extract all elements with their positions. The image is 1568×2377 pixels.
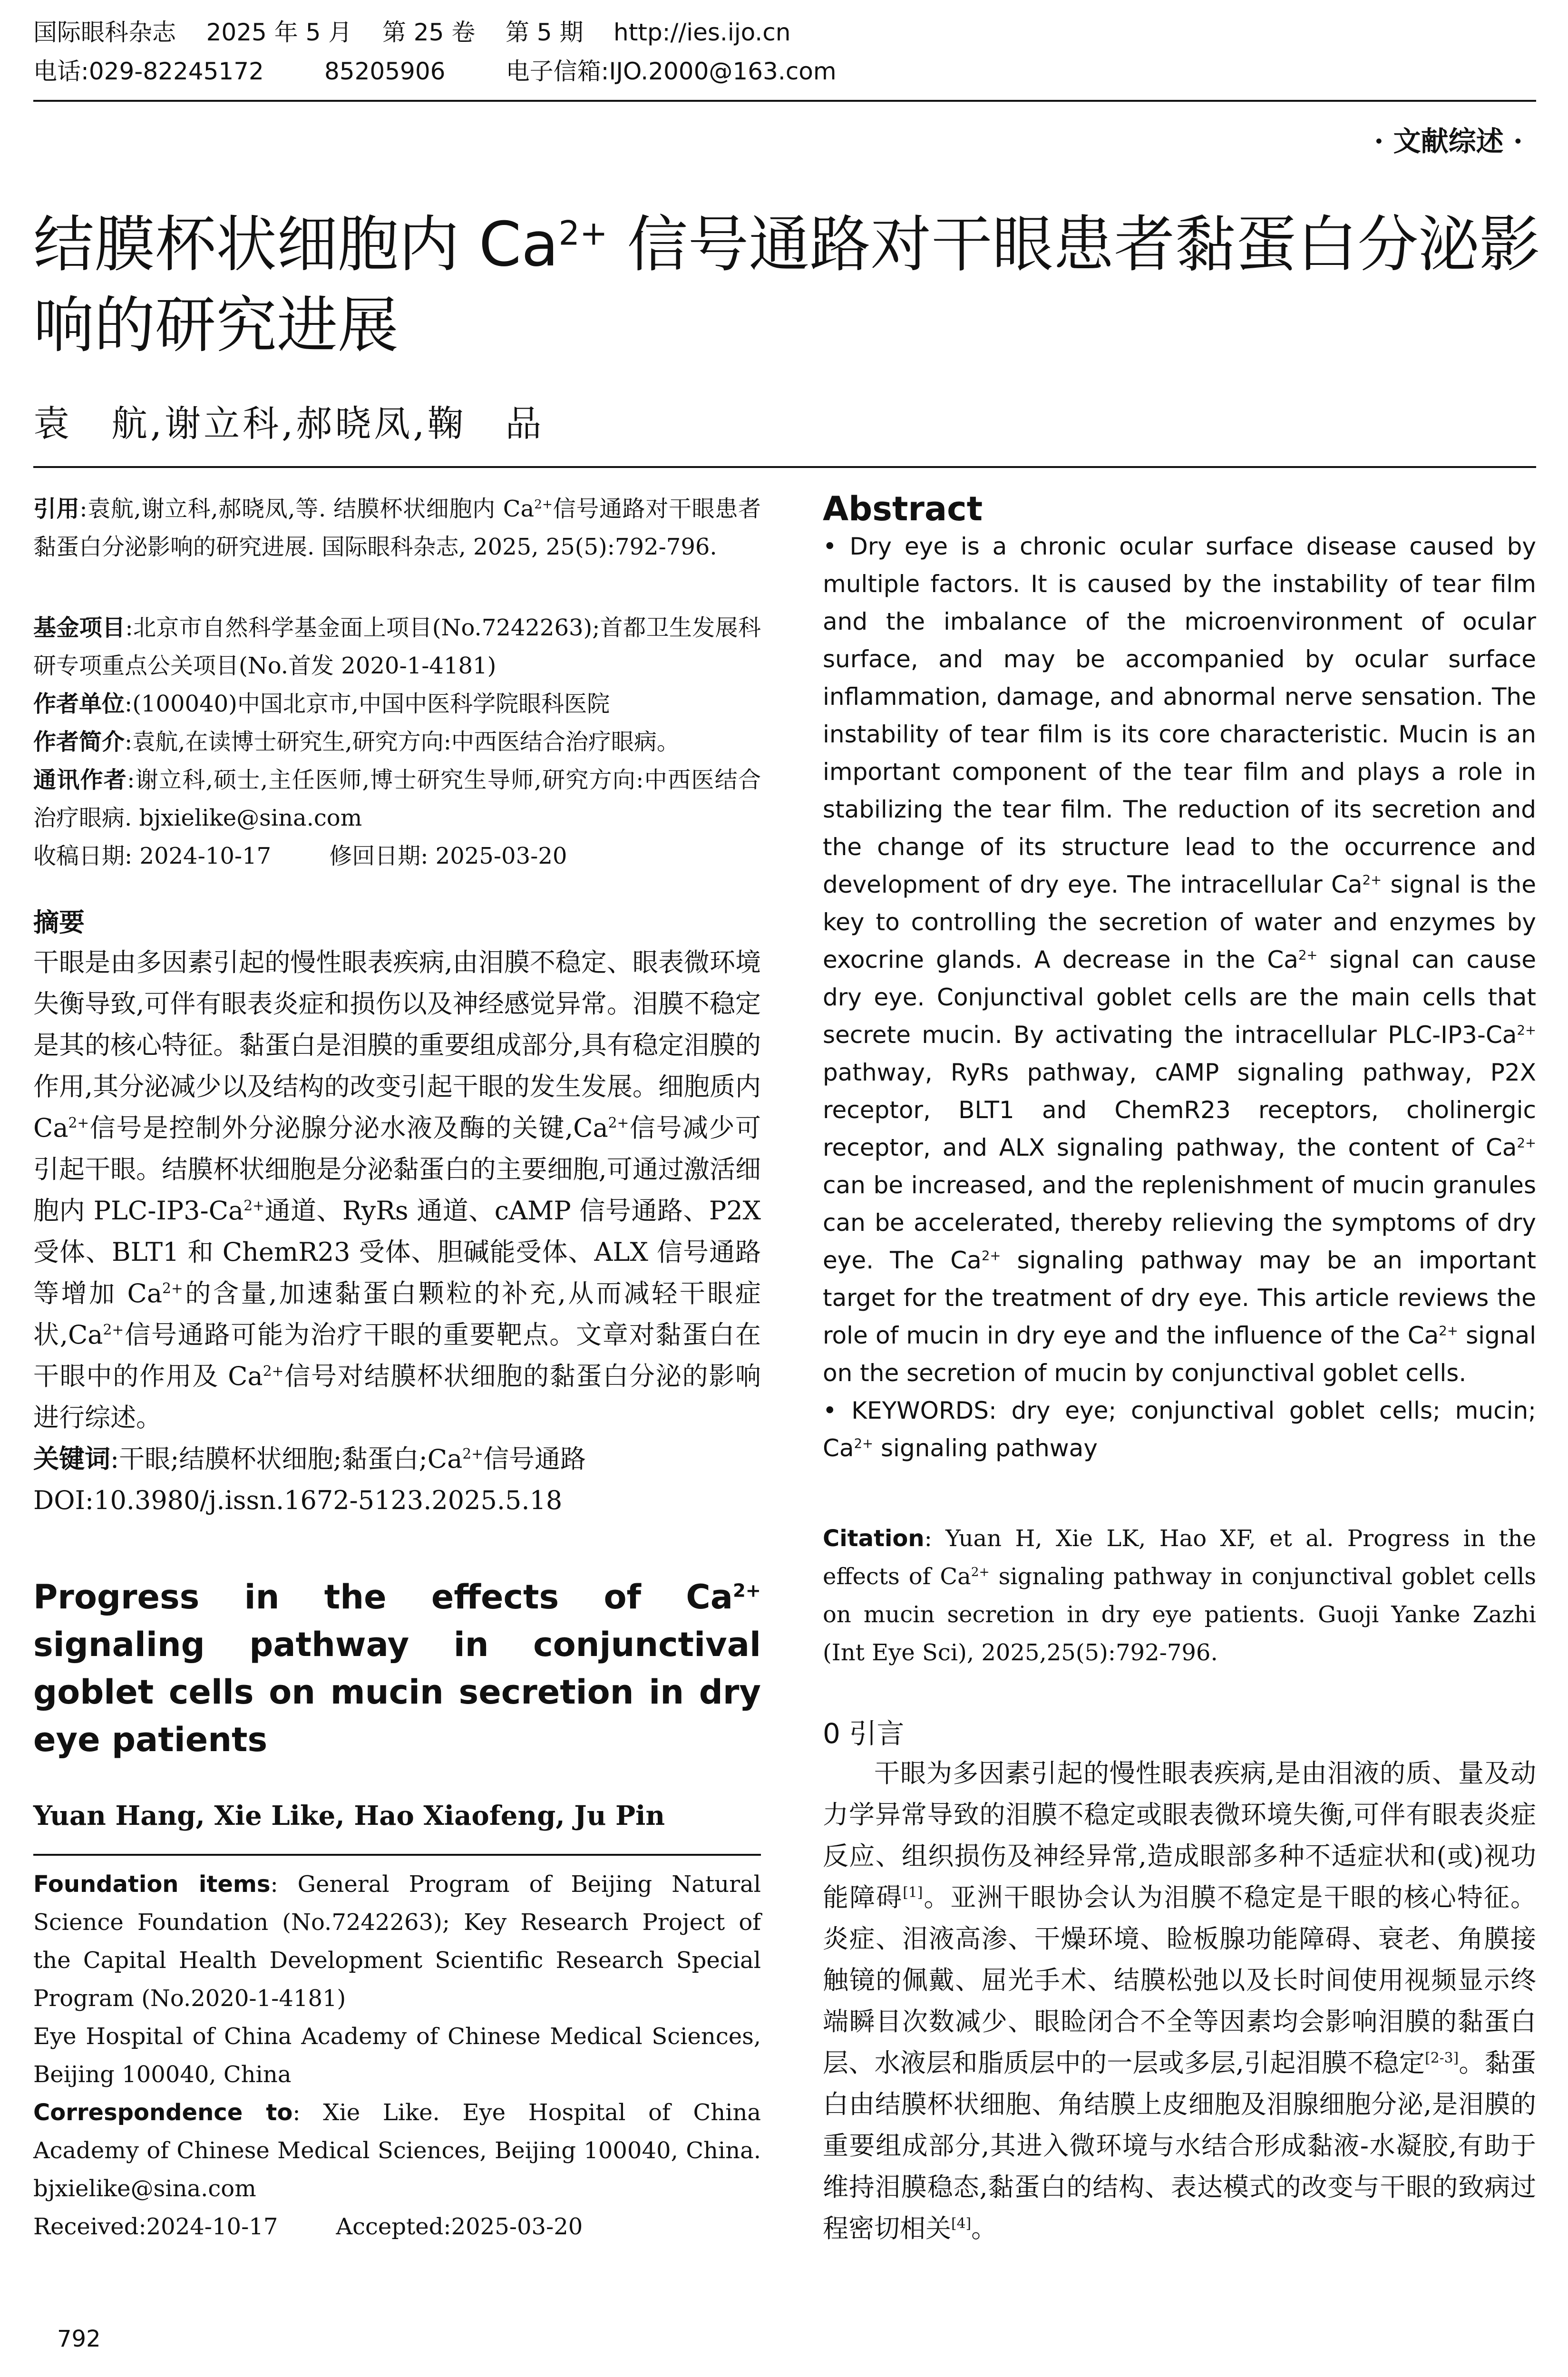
abstract-title: Abstract (823, 489, 983, 528)
journal-header-line2: 电话:029-82245172 85205906 电子信箱:IJO.2000@163.com (33, 58, 837, 85)
author-bio: 作者简介:袁航,在读博士研究生,研究方向:中西医结合治疗眼病。 (33, 729, 680, 755)
doi: DOI:10.3980/j.issn.1672-5123.2025.5.18 (33, 1485, 563, 1515)
citation-en: Citation: Yuan H, Xie LK, Hao XF, et al. Progress in the effects of $Ca^{2+}$ signaling pathway in conjunctival goblet cells on mucin secretion in dry eye patients. Guoji Yanke Zazhi (Int Eye Sci), 2025,25(5):792-796. (823, 1525, 1536, 1666)
article-title: 结膜杯状细胞内 $Ca^{2+}$ 信号通路对干眼患者黏蛋白分泌影响的研究进展 (33, 209, 1540, 361)
received-en: Received:2024-10-17 Accepted:2025-03-20 (33, 2213, 583, 2240)
left-column (33, 490, 761, 2246)
intro-heading: 0 引言 (823, 1717, 905, 1750)
abstract-cn-label: 摘要 (33, 907, 85, 937)
right-column (823, 490, 1536, 2249)
affiliation-en: Eye Hospital of China Academy of Chinese Medical Sciences, Beijing 100040, China (33, 2023, 761, 2088)
english-authors-rule (33, 1854, 761, 1856)
page-number: 792 (57, 2326, 101, 2352)
english-authors: Yuan Hang, Xie Like, Hao Xiaofeng, Ju Pin (33, 1800, 665, 1831)
english-title: Progress in the effects of $Ca^{2+}$ signaling pathway in conjunctival goblet cells on mucin secretion in dry eye patients (33, 1578, 761, 1759)
section-tag: · 文献综述 · (1374, 125, 1523, 157)
foundation-items-en: Foundation items: General Program of Beijing Natural Science Foundation (No.7242263); Key Research Project of the Capital Health Development Scientific Research Special Program (No.2020-1-4181) (33, 1871, 761, 2012)
intro-paragraph: 干眼为多因素引起的慢性眼表疾病,是由泪液的质、量及动力学异常导致的泪膜不稳定或眼表微环境失衡,可伴有眼表炎症反应、组织损伤及神经异常,造成眼部多种不适症状和(或)视功能障碍[1]。亚洲干眼协会认为泪膜不稳定是干眼的核心特征。炎症、泪液高渗、干燥环境、睑板腺功能障碍、衰老、角膜接触镜的佩戴、屈光手术、结膜松弛以及长时间使用视频显示终端瞬目次数减少、眼睑闭合不全等因素均会影响泪膜的黏蛋白层、水液层和脂质层中的一层或多层,引起泪膜不稳定[2-3]。黏蛋白由结膜杯状细胞、角结膜上皮细胞及泪腺细胞分泌,是泪膜的重要组成部分,其进入微环境与水结合形成黏液-水凝胶,有助于维持泪膜稳态,黏蛋白的结构、表达模式的改变与干眼的致病过程密切相关[4]。 (823, 1758, 1537, 2243)
keywords-en: • KEYWORDS: dry eye; conjunctival goblet cells; mucin; $Ca^{2+}$ signaling pathway (823, 1397, 1536, 1462)
corresponding-author: 通讯作者:谢立科,硕士,主任医师,博士研究生导师,研究方向:中西医结合治疗眼病. bjxielike@sina.com (33, 767, 761, 831)
citation-cn: 引用:袁航,谢立科,郝晓凤,等. 结膜杯状细胞内 $Ca^{2+}$信号通路对干眼患者黏蛋白分泌影响的研究进展. 国际眼科杂志, 2025, 25(5):792-796. (33, 496, 761, 560)
authors-rule (33, 466, 1536, 468)
dates-cn: 收稿日期: 2024-10-17 修回日期: 2025-03-20 (33, 843, 567, 869)
correspondence-en: Correspondence to: Xie Like. Eye Hospital of China Academy of Chinese Medical Sciences, Beijing 100040, China. bjxielike@sina.com (33, 2099, 761, 2202)
funding: 基金项目:北京市自然科学基金面上项目(No.7242263);首都卫生发展科研专项重点公关项目(No.首发 2020-1-4181) (33, 614, 761, 679)
author-unit: 作者单位:(100040)中国北京市,中国中医科学院眼科医院 (33, 691, 610, 717)
header-rule (33, 100, 1536, 102)
journal-header-line1: 国际眼科杂志 2025 年 5 月 第 25 卷 第 5 期 http://ies.ijo.cn (33, 19, 791, 46)
abstract-en: • Dry eye is a chronic ocular surface disease caused by multiple factors. It is caused by the instability of tear film and the imbalance of the microenvironment of ocular surface, and may be accompanied by ocular surface inflammation, damage, and abnormal nerve sensation. The instability of tear film is its core characteristic. Mucin is an important component of the tear film and plays a role in stabilizing the tear film. The reduction of its secretion and the change of its structure lead to the occurrence and development of dry eye. The intracellular $Ca^{2+}$ signal is the key to controlling the secretion of water and enzymes by exocrine glands. A decrease in the $Ca^{2+}$ signal can cause dry eye. Conjunctival goblet cells are the main cells that secrete mucin. By activating the intracellular PLC-$IP3-Ca^{2+}$ pathway, RyRs pathway, cAMP signaling pathway, P2X receptor, BLT1 and ChemR23 receptors, cholinergic receptor, and ALX signaling pathway, the content of $Ca^{2+}$ can be increased, and the replenishment of mucin granules can be accelerated, thereby relieving the symptoms of dry eye. The $Ca^{2+}$ signaling pathway may be an important target for the treatment of dry eye. This article reviews the role of mucin in dry eye and the influence of the $Ca^{2+}$ signal on the secretion of mucin by conjunctival goblet cells. (823, 533, 1537, 1387)
abstract-cn: 干眼是由多因素引起的慢性眼表疾病,由泪膜不稳定、眼表微环境失衡导致,可伴有眼表炎症和损伤以及神经感觉异常。泪膜不稳定是其的核心特征。黏蛋白是泪膜的重要组成部分,具有稳定泪膜的作用,其分泌减少以及结构的改变引起干眼的发生发展。细胞质内 $Ca^{2+}$信号是控制外分泌腺分泌水液及酶的关键$,Ca^{2+}$信号减少可引起干眼。结膜杯状细胞是分泌黏蛋白的主要细胞,可通过激活细胞内 PLC-$IP3-Ca^{2+}$通道、RyRs 通道、cAMP 信号通路、P2X 受体、BLT1 和 ChemR23 受体、胆碱能受体、ALX 信号通路等增加 $Ca^{2+}$的含量,加速黏蛋白颗粒的补充,从而减轻干眼症状$,Ca^{2+}$信号通路可能为治疗干眼的重要靶点。文章对黏蛋白在干眼中的作用及 $Ca^{2+}$信号对结膜杯状细胞的黏蛋白分泌的影响进行综述。 (33, 947, 761, 1432)
authors-cn: 袁 航,谢立科,郝晓凤,鞠 品 (33, 402, 545, 445)
keywords-cn: 关键词:干眼;结膜杯状细胞;黏蛋白$;Ca^{2+}$信号通路 (33, 1444, 586, 1474)
